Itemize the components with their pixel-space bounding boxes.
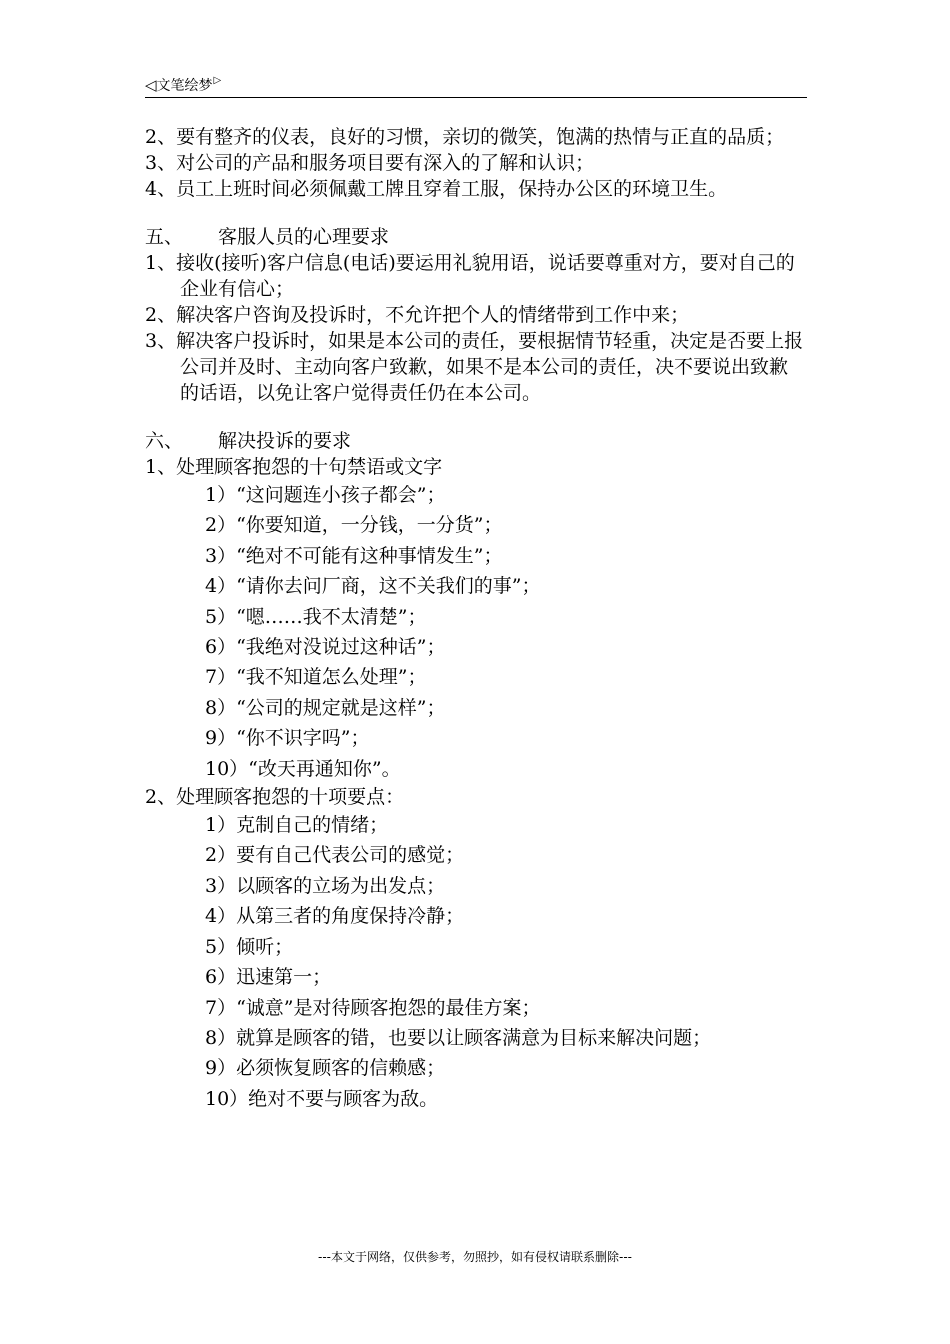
list-item: 3）“绝对不可能有这种事情发生”； (205, 544, 503, 567)
list-item: 6）“我绝对没说过这种话”； (205, 636, 446, 659)
page-footer: ---本文于网络，仅供参考，勿照抄，如有侵权请联系删除--- (318, 1250, 632, 1264)
list-item: 2）“你要知道，一分钱，一分货”； (205, 514, 503, 537)
section-6-number: 六、 (145, 430, 184, 452)
list-item: 8）“公司的规定就是这样”； (205, 696, 446, 719)
intro-item-3: 3、对公司的产品和服务项目要有深入的了解和认识； (145, 152, 595, 174)
section-5-heading (145, 224, 835, 250)
list-item: 3）以顾客的立场为出发点； (205, 874, 446, 897)
list-item: 8）就算是顾客的错，也要以让顾客满意为目标来解决问题； (205, 1026, 712, 1049)
section-6-title: 解决投诉的要求 (218, 430, 352, 452)
list-item: 9）“你不识字吗”； (205, 727, 370, 750)
left-triangle-icon: ◁ (145, 75, 157, 94)
list-item: 10）“改天再通知你”。 (205, 757, 401, 780)
list-item: 2）要有自己代表公司的感觉； (205, 844, 465, 867)
section-5-item-1: 1、接收(接听)客户信息(电话)要运用礼貌用语，说话要尊重对方，要对自己的企业有信心； (145, 252, 795, 300)
list-item: 1）克制自己的情绪； (205, 814, 389, 837)
section-5-item-3: 3、解决客户投诉时，如果是本公司的责任，要根据情节轻重，决定是否要上报公司并及时、主动向客户致歉，如果不是本公司的责任，决不要说出致歉的话语，以免让客户觉得责任仍在本公司。 (145, 330, 804, 404)
list-item: 6）迅速第一； (205, 966, 332, 989)
list-item: 10）绝对不要与顾客为敌。 (205, 1087, 439, 1110)
intro-item-4: 4、员工上班时间必须佩戴工牌且穿着工服，保持办公区的环境卫生。 (145, 178, 728, 200)
forbidden-phrases-title: 1、处理顾客抱怨的十句禁语或文字 (145, 456, 443, 478)
list-item: 5）倾听； (205, 935, 294, 958)
section-6-heading (145, 428, 835, 454)
header-rule (145, 97, 807, 98)
list-item: 5）“嗯……我不太清楚”； (205, 605, 427, 628)
list-item: 7）“我不知道怎么处理”； (205, 666, 427, 689)
key-points-title: 2、处理顾客抱怨的十项要点： (145, 786, 405, 809)
page-header (145, 74, 221, 96)
list-item: 1）“这问题连小孩子都会”； (205, 484, 446, 506)
section-5-item-2: 2、解决客户咨询及投诉时，不允许把个人的情绪带到工作中来； (145, 304, 690, 326)
document-body (145, 124, 835, 1114)
section-5-title: 客服人员的心理要求 (218, 226, 390, 248)
list-item: 7）“诚意”是对待顾客抱怨的最佳方案； (205, 996, 541, 1019)
right-triangle-icon: ▷ (213, 74, 222, 86)
section-5-number: 五、 (145, 226, 184, 248)
header-title: 文笔绘梦 (156, 78, 213, 94)
list-item: 4）从第三者的角度保持冷静； (205, 905, 465, 928)
list-item: 9）必须恢复顾客的信赖感； (205, 1057, 446, 1080)
intro-item-2: 2、要有整齐的仪表，良好的习惯，亲切的微笑，饱满的热情与正直的品质； (145, 126, 785, 148)
list-item: 4）“请你去问厂商，这不关我们的事”； (205, 575, 541, 598)
